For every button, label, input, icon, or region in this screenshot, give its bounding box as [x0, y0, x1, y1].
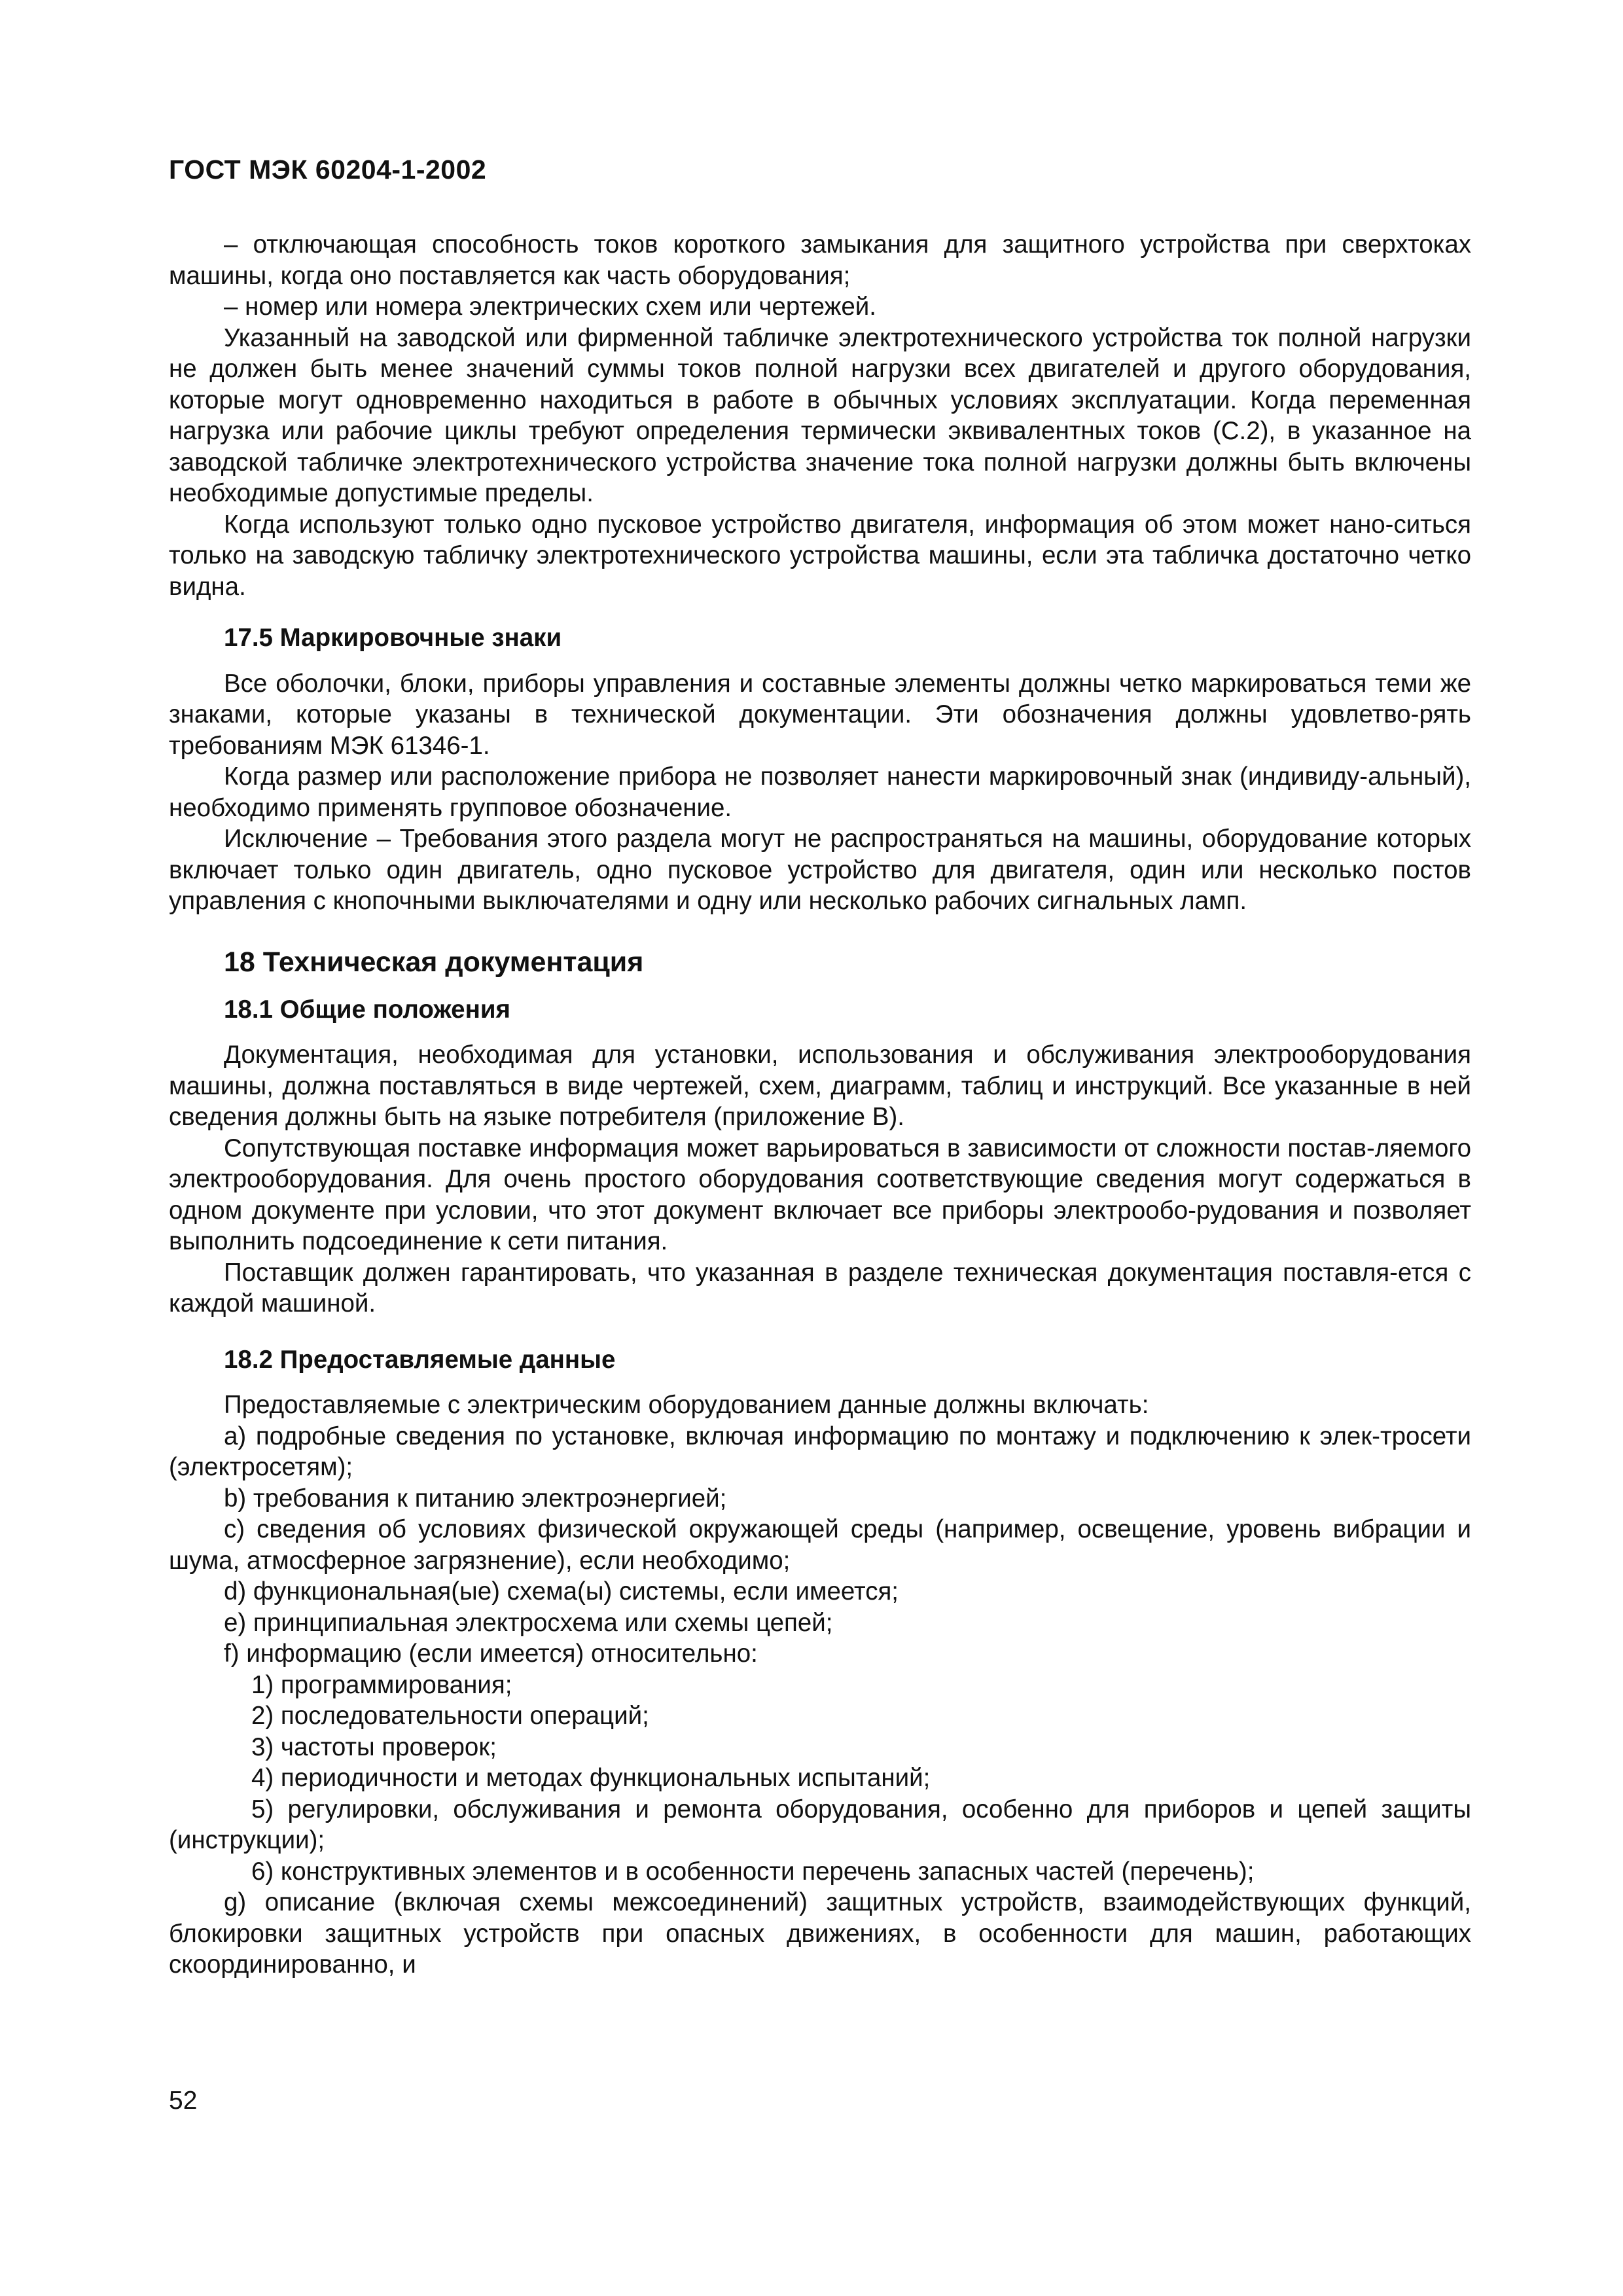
- paragraph: Документация, необходимая для установки, использования и обслуживания электрооборудования машины, должна поставляться в виде чертежей, схем, диаграмм, таблиц и инструкций. Все указанные в ней сведения должны быть на языке потребителя (приложение В).: [169, 1041, 1471, 1131]
- section-heading-17-5: 17.5 Маркировочные знаки: [224, 624, 562, 652]
- page-number: 52: [169, 2087, 198, 2115]
- paragraph: – отключающая способность токов короткого замыкания для защитного устройства при сверхтоках машины, когда оно поставляется как часть оборудования;: [169, 230, 1471, 290]
- paragraph: Когда используют только одно пусковое устройство двигателя, информация об этом может нано-ситься только на заводскую табличку электротехнического устройства машины, если эта табличка достаточно четко видна.: [169, 510, 1471, 601]
- section-heading-18-2: 18.2 Предоставляемые данные: [224, 1345, 616, 1374]
- list-item: а) подробные сведения по установке, включая информацию по монтажу и подключению к элек-тросети (электросетям);: [169, 1422, 1471, 1481]
- list-item: d) функциональная(ые) схема(ы) системы, если имеется;: [224, 1577, 899, 1605]
- sub-list-item: 1) программирования;: [251, 1670, 512, 1699]
- sub-list-item: 5) регулировки, обслуживания и ремонта оборудования, особенно для приборов и цепей защиты (инструкции);: [169, 1795, 1471, 1854]
- section-heading-18-1: 18.1 Общие положения: [224, 995, 510, 1024]
- list-item: g) описание (включая схемы межсоединений) защитных устройств, взаимодействующих функций, блокировки защитных устройств при опасных движениях, в особенности для машин, работающих скоординированно, и: [169, 1888, 1471, 1979]
- sub-list-item: 4) периодичности и методах функциональных испытаний;: [251, 1764, 931, 1792]
- paragraph: Сопутствующая поставке информация может варьироваться в зависимости от сложности постав-ляемого электрооборудования. Для очень простого оборудования соответствующие сведения могут содержаться в одном документе при условии, что этот документ включает все приборы электрообо-рудования и позволяет выполнить подсоединение к сети питания.: [169, 1134, 1471, 1255]
- paragraph: Указанный на заводской или фирменной табличке электротехнического устройства ток полной нагрузки не должен быть менее значений суммы токов полной нагрузки всех двигателей и другого оборудования, которые могут одновременно находиться в работе в обычных условиях эксплуатации. Когда переменная нагрузка или рабочие циклы требуют определения термически эквивалентных токов (С.2), в указанное на заводской табличке электротехнического устройства значение тока полной нагрузки должны быть включены необходимые допустимые пределы.: [169, 323, 1471, 507]
- list-item: с) сведения об условиях физической окружающей среды (например, освещение, уровень вибрации и шума, атмосферное загрязнение), если необходимо;: [169, 1515, 1471, 1575]
- paragraph: Поставщик должен гарантировать, что указанная в разделе техническая документация поставля-ется с каждой машиной.: [169, 1258, 1471, 1318]
- sub-list-item: 6) конструктивных элементов и в особенности перечень запасных частей (перечень);: [251, 1857, 1255, 1886]
- list-lead: Предоставляемые с электрическим оборудованием данные должны включать:: [224, 1391, 1149, 1419]
- list-item: b) требования к питанию электроэнергией;: [224, 1484, 727, 1513]
- paragraph: – номер или номера электрических схем или чертежей.: [224, 293, 876, 321]
- list-item: f) информацию (если имеется) относительно:: [224, 1640, 758, 1668]
- paragraph: Исключение – Требования этого раздела могут не распространяться на машины, оборудование которых включает только один двигатель, одно пусковое устройство для двигателя, один или несколько постов управления с кнопочными выключателями и одну или несколько рабочих сигнальных ламп.: [169, 825, 1471, 915]
- paragraph: Когда размер или расположение прибора не позволяет нанести маркировочный знак (индивиду-альный), необходимо применять групповое обозначение.: [169, 762, 1471, 822]
- page-header-title: ГОСТ МЭК 60204-1-2002: [169, 154, 487, 185]
- sub-list-item: 2) последовательности операций;: [251, 1702, 649, 1730]
- page-body: [169, 229, 1471, 1981]
- sub-list-item: 3) частоты проверок;: [251, 1732, 497, 1761]
- list-item: е) принципиальная электросхема или схемы цепей;: [224, 1608, 833, 1637]
- section-heading-18: 18 Техническая документация: [224, 946, 644, 978]
- paragraph: Все оболочки, блоки, приборы управления и составные элементы должны четко маркироваться теми же знаками, которые указаны в технической документации. Эти обозначения должны удовлетво-рять требованиям МЭК 61346-1.: [169, 669, 1471, 760]
